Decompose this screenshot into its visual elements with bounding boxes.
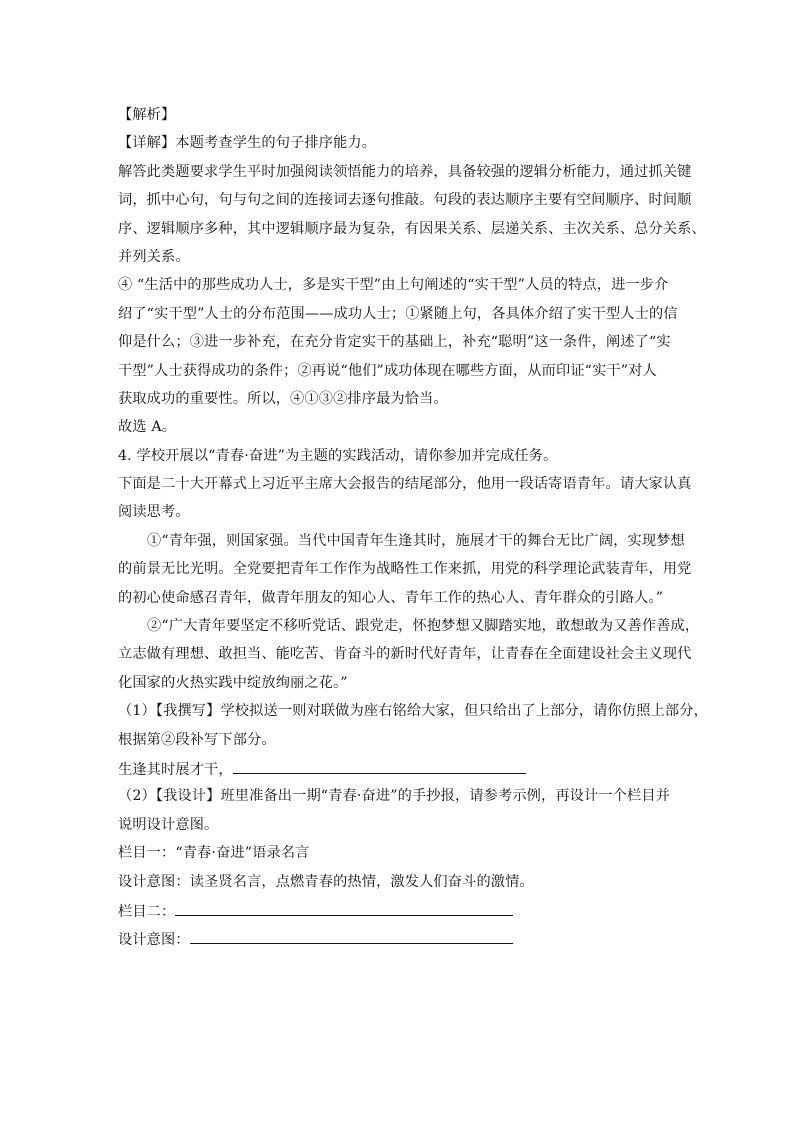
couplet-row [118, 754, 678, 782]
analysis-heading: 【解析】 [118, 107, 176, 123]
analysis-text: ④ “生活中的那些成功人士，多是实干型”由上句阐述的“实干型”人员的特点，进一步介 [118, 277, 669, 294]
subquestion-1: 根据第②段补写下部分。 [118, 731, 276, 748]
column2-answer-blank[interactable] [175, 896, 513, 916]
analysis-text: 干型”人士获得成功的条件；②再说“他们”成功体现在哪些方面，从而印证“实干”对人 [118, 362, 657, 379]
intent2-label: 设计意图： [118, 932, 190, 949]
question-intro: 下面是二十大开幕式上习近平主席大会报告的结尾部分，他用一段话寄语青年。请大家认真 [118, 476, 692, 493]
intent2-answer-blank[interactable] [190, 924, 513, 944]
analysis-text: 获取成功的重要性。所以，④①③②排序最为恰当。 [118, 390, 448, 407]
couplet-answer-blank[interactable] [233, 754, 526, 774]
answer-line: 故选 A。 [118, 419, 177, 436]
quote-paragraph: 的前景无比光明。全党要把青年工作作为战略性工作来抓，用党的科学理论武装青年，用党 [118, 561, 692, 578]
analysis-detail: 【详解】本题考查学生的句子排序能力。 [118, 135, 377, 152]
couplet-label: 生逢其时展才干， [118, 761, 233, 778]
analysis-text: 词，抓中心句，句与句之间的连接词去逐句推敲。句段的表达顺序主要有空间顺序、时间顺 [118, 192, 692, 209]
subquestion-2: 说明设计意图。 [118, 816, 219, 833]
quote-paragraph: ①“青年强，则国家强。当代中国青年生逢其时，施展才干的舞台无比广阔，实现梦想 [147, 532, 685, 549]
quote-paragraph: 化国家的火热实践中绽放绚丽之花。” [118, 674, 348, 691]
analysis-text: 并列关系。 [118, 248, 190, 265]
intent2-row [118, 924, 678, 952]
column2-row [118, 896, 678, 924]
subquestion-2: （2）【我设计】班里准备出一期“青春·奋进”的手抄报，请参考示例，再设计一个栏目并 [118, 788, 671, 805]
quote-paragraph: 的初心使命感召青年，做青年朋友的知心人、青年工作的热心人、青年群众的引路人。” [118, 589, 664, 606]
column-example: 栏目一：“青春·奋进”语录名言 [118, 845, 310, 862]
quote-paragraph: ②“广大青年要坚定不移听党话、跟党走，怀抱梦想又脚踏实地，敢想敢为又善作善成， [147, 618, 700, 635]
analysis-text: 序、逻辑顺序多种，其中逻辑顺序最为复杂，有因果关系、层递关系、主次关系、总分关系、 [118, 220, 706, 237]
analysis-text: 解答此类题要求学生平时加强阅读领悟能力的培养，具备较强的逻辑分析能力，通过抓关键 [118, 163, 692, 180]
column2-label: 栏目二： [118, 903, 176, 920]
question-title: 4. 学校开展以“青春·奋进”为主题的实践活动，请你参加并完成任务。 [118, 447, 558, 464]
question-intro: 阅读思考。 [118, 504, 190, 521]
quote-paragraph: 立志做有理想、敢担当、能吃苦、肯奋斗的新时代好青年，让青春在全面建设社会主义现代 [118, 646, 692, 663]
document-page [118, 101, 708, 953]
analysis-text: 仰是什么；③进一步补充，在充分肯定实干的基础上，补充“聪明”这一条件，阐述了“实 [118, 334, 671, 351]
subquestion-1: （1）【我撰写】学校拟送一则对联做为座右铭给大家，但只给出了上部分，请你仿照上部分， [118, 703, 708, 720]
analysis-text: 绍了“实干型”人士的分布范围——成功人士；①紧随上句，各具体介绍了实干型人士的信 [118, 305, 678, 322]
intent-example: 设计意图：读圣贤名言，点燃青春的热情，激发人们奋斗的激情。 [118, 873, 534, 890]
